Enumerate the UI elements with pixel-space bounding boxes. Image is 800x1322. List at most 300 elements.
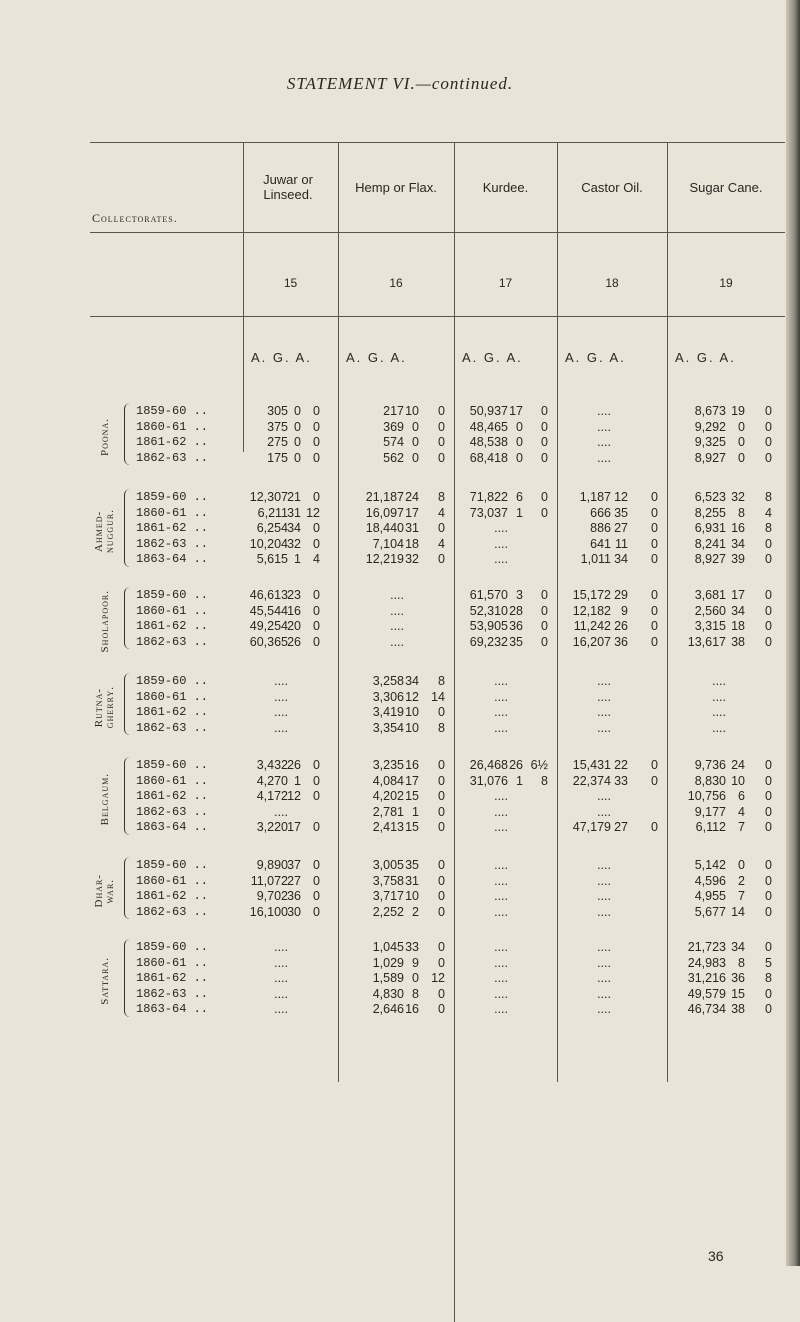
cell-value: 3,005 <box>372 858 404 872</box>
cell-value: 73,037 <box>469 505 508 520</box>
column-number: 15 <box>283 276 298 290</box>
cell-sub-value: 36 <box>287 889 301 904</box>
year-label: 1859-60 .. <box>136 858 209 872</box>
year-label: 1863-64 .. <box>136 552 209 567</box>
cell-sub-value: 6½ <box>530 758 548 772</box>
year-label: 1862-63 .. <box>136 720 209 735</box>
cell-sub-value: 1 <box>294 773 301 788</box>
year-label: 1861-62 .. <box>136 889 209 904</box>
cell-sub-value: 12 <box>306 505 320 520</box>
cell-sub-value: 27 <box>287 873 301 888</box>
cell-value: 49,254 <box>249 619 288 634</box>
cell-value: .... <box>597 971 611 986</box>
cell-value: 375 <box>267 419 288 434</box>
cell-sub-value: 12 <box>614 490 628 504</box>
cell-sub-value: 0 <box>438 940 445 954</box>
cell-value: 8,255 <box>694 505 726 520</box>
year-label: 1859-60 .. <box>136 758 209 772</box>
cell-value: 16,100 <box>249 904 288 919</box>
column-header: Kurdee. <box>482 180 529 195</box>
cell-sub-value: 0 <box>738 435 745 450</box>
cell-value: 562 <box>383 450 404 465</box>
cell-sub-value: 0 <box>438 419 445 434</box>
cell-value: 2,252 <box>372 904 404 919</box>
cell-value: 4,270 <box>256 773 288 788</box>
cell-sub-value: 32 <box>287 536 301 551</box>
cell-value: 6,931 <box>694 521 726 536</box>
cell-value: 175 <box>267 450 288 465</box>
cell-value: 6,254 <box>256 521 288 536</box>
cell-sub-value: 0 <box>313 889 320 904</box>
cell-sub-value: 0 <box>541 490 548 504</box>
cell-sub-value: 8 <box>438 720 445 735</box>
cell-value: 6,112 <box>695 820 726 835</box>
cell-value: 52,310 <box>469 603 508 618</box>
cell-sub-value: 0 <box>313 603 320 618</box>
cell-sub-value: 0 <box>765 773 772 788</box>
table-top-rule <box>90 142 785 143</box>
cell-sub-value: 0 <box>651 505 658 520</box>
cell-sub-value: 0 <box>765 404 772 418</box>
cell-sub-value: 16 <box>405 758 419 772</box>
cell-sub-value: 20 <box>287 619 301 634</box>
column-number: 18 <box>605 276 619 290</box>
column-header: Sugar Cane. <box>689 180 763 195</box>
cell-sub-value: 34 <box>614 552 628 567</box>
cell-value: 2,413 <box>372 820 404 835</box>
page-number: 36 <box>708 1248 724 1264</box>
cell-sub-value: 0 <box>313 873 320 888</box>
year-label: 1862-63 .. <box>136 536 209 551</box>
cell-sub-value: 24 <box>731 758 745 772</box>
column-divider <box>454 742 455 1232</box>
district-name <box>90 404 120 470</box>
cell-value: 4,084 <box>372 773 404 788</box>
cell-sub-value: 0 <box>313 490 320 504</box>
cell-sub-value: 10 <box>405 404 419 418</box>
cell-sub-value: 26 <box>287 634 301 649</box>
cell-sub-value: 0 <box>765 435 772 450</box>
cell-sub-value: 8 <box>438 674 445 688</box>
cell-value: 8,673 <box>694 404 726 418</box>
cell-sub-value: 0 <box>313 773 320 788</box>
cell-sub-value: 0 <box>541 588 548 602</box>
cell-sub-value: 0 <box>765 804 772 819</box>
cell-sub-value: 35 <box>614 505 628 520</box>
cell-sub-value: 0 <box>651 552 658 567</box>
cell-value: .... <box>597 955 611 970</box>
cell-value: .... <box>494 904 508 919</box>
cell-value: 4,596 <box>694 873 726 888</box>
cell-value: 3,419 <box>372 705 404 720</box>
cell-value: .... <box>712 705 726 720</box>
cell-sub-value: 0 <box>651 588 658 602</box>
cell-value: 305 <box>267 404 288 418</box>
cell-value: .... <box>494 940 508 954</box>
cell-sub-value: 0 <box>651 490 658 504</box>
cell-sub-value: 0 <box>765 419 772 434</box>
cell-sub-value: 6 <box>738 789 745 804</box>
cell-sub-value: 0 <box>516 419 523 434</box>
cell-sub-value: 15 <box>731 986 745 1001</box>
year-label: 1861-62 .. <box>136 435 209 450</box>
cell-value: 46,734 <box>687 1002 726 1017</box>
cell-value: .... <box>274 804 288 819</box>
cell-value: 22,374 <box>572 773 611 788</box>
cell-sub-value: 8 <box>738 955 745 970</box>
year-label: 1861-62 .. <box>136 789 209 804</box>
cell-sub-value: 3 <box>516 588 523 602</box>
cell-sub-value: 18 <box>405 536 419 551</box>
year-label: 1860-61 .. <box>136 955 209 970</box>
cell-value: .... <box>597 873 611 888</box>
collectorates-header: Collectorates. <box>92 211 178 225</box>
cell-sub-value: 0 <box>651 634 658 649</box>
cell-sub-value: 0 <box>541 619 548 634</box>
cell-sub-value: 39 <box>731 552 745 567</box>
cell-value: 16,207 <box>572 634 611 649</box>
column-header: Juwar or Linseed. <box>263 172 313 202</box>
cell-sub-value: 0 <box>313 435 320 450</box>
cell-sub-value: 0 <box>294 419 301 434</box>
column-header: Hemp or Flax. <box>355 180 437 195</box>
cell-sub-value: 0 <box>651 536 658 551</box>
cell-sub-value: 0 <box>438 705 445 720</box>
district-label: Sattara. <box>98 957 111 1005</box>
year-label: 1859-60 .. <box>136 490 209 504</box>
cell-value: 71,822 <box>469 490 508 504</box>
cell-sub-value: 11 <box>615 536 628 551</box>
cell-value: 47,179 <box>572 820 611 835</box>
cell-value: .... <box>597 986 611 1001</box>
cell-value: 6,211 <box>257 505 288 520</box>
cell-value: .... <box>494 955 508 970</box>
cell-value: 9,177 <box>694 804 726 819</box>
cell-value: .... <box>274 705 288 720</box>
cell-sub-value: 0 <box>438 521 445 536</box>
cell-sub-value: 34 <box>731 603 745 618</box>
cell-value: 4,955 <box>694 889 726 904</box>
cell-sub-value: 0 <box>294 450 301 465</box>
cell-value: 8,927 <box>694 450 726 465</box>
cell-value: .... <box>597 789 611 804</box>
cell-value: .... <box>494 789 508 804</box>
cell-value: .... <box>494 536 508 551</box>
cell-sub-value: 8 <box>541 773 548 788</box>
cell-sub-value: 36 <box>509 619 523 634</box>
cell-sub-value: 8 <box>412 986 419 1001</box>
cell-sub-value: 17 <box>405 773 419 788</box>
cell-value: 3,315 <box>694 619 726 634</box>
cell-value: 1,589 <box>372 971 404 986</box>
cell-value: .... <box>494 804 508 819</box>
year-label: 1861-62 .. <box>136 619 209 634</box>
cell-value: 21,187 <box>365 490 404 504</box>
cell-sub-value: 12 <box>431 971 445 986</box>
cell-sub-value: 7 <box>738 889 745 904</box>
cell-value: .... <box>597 720 611 735</box>
cell-sub-value: 0 <box>438 1002 445 1017</box>
cell-value: 666 <box>590 505 611 520</box>
cell-sub-value: 1 <box>516 505 523 520</box>
cell-sub-value: 26 <box>509 758 523 772</box>
cell-sub-value: 12 <box>287 789 301 804</box>
cell-value: .... <box>597 889 611 904</box>
cell-value: 8,927 <box>694 552 726 567</box>
cell-sub-value: 0 <box>438 820 445 835</box>
cell-sub-value: 34 <box>731 536 745 551</box>
cell-sub-value: 19 <box>731 404 745 418</box>
cell-sub-value: 0 <box>313 634 320 649</box>
cell-sub-value: 17 <box>287 820 301 835</box>
cell-sub-value: 0 <box>438 552 445 567</box>
cell-value: 8,830 <box>694 773 726 788</box>
cell-sub-value: 0 <box>738 450 745 465</box>
cell-sub-value: 0 <box>541 603 548 618</box>
cell-value: 1,045 <box>372 940 404 954</box>
cell-sub-value: 16 <box>731 521 745 536</box>
cell-value: 69,232 <box>469 634 508 649</box>
cell-value: 9,702 <box>256 889 288 904</box>
cell-sub-value: 10 <box>731 773 745 788</box>
cell-sub-value: 34 <box>731 940 745 954</box>
column-header: Castor Oil. <box>581 180 643 195</box>
cell-sub-value: 37 <box>287 858 301 872</box>
cell-value: 1,029 <box>372 955 404 970</box>
unit-label: A. G. A. <box>462 350 523 365</box>
cell-sub-value: 0 <box>765 858 772 872</box>
unit-label: A. G. A. <box>346 350 407 365</box>
cell-sub-value: 0 <box>765 619 772 634</box>
cell-value: 217 <box>383 404 404 418</box>
cell-sub-value: 2 <box>738 873 745 888</box>
cell-sub-value: 4 <box>438 536 445 551</box>
cell-value: 18,440 <box>365 521 404 536</box>
cell-value: 3,258 <box>372 674 404 688</box>
cell-sub-value: 0 <box>765 450 772 465</box>
cell-sub-value: 0 <box>651 603 658 618</box>
cell-sub-value: 17 <box>509 404 523 418</box>
cell-value: .... <box>274 986 288 1001</box>
cell-sub-value: 0 <box>738 858 745 872</box>
cell-sub-value: 8 <box>738 505 745 520</box>
unit-label: A. G. A. <box>565 350 626 365</box>
cell-value: .... <box>274 689 288 704</box>
cell-value: .... <box>494 552 508 567</box>
cell-value: .... <box>494 889 508 904</box>
cell-sub-value: 0 <box>294 404 301 418</box>
cell-sub-value: 0 <box>765 889 772 904</box>
cell-sub-value: 33 <box>405 940 419 954</box>
cell-value: 1,011 <box>580 552 611 567</box>
cell-sub-value: 0 <box>313 758 320 772</box>
cell-value: 21,723 <box>687 940 726 954</box>
cell-sub-value: 0 <box>516 435 523 450</box>
cell-sub-value: 5 <box>765 955 772 970</box>
cell-sub-value: 34 <box>287 521 301 536</box>
cell-sub-value: 35 <box>509 634 523 649</box>
cell-sub-value: 0 <box>412 450 419 465</box>
cell-sub-value: 31 <box>405 873 419 888</box>
cell-value: .... <box>274 674 288 688</box>
district-name <box>90 588 120 654</box>
cell-value: .... <box>274 720 288 735</box>
cell-value: 49,579 <box>687 986 726 1001</box>
year-label: 1861-62 .. <box>136 971 209 986</box>
cell-sub-value: 31 <box>287 505 301 520</box>
cell-value: 4,202 <box>372 789 404 804</box>
cell-sub-value: 0 <box>438 804 445 819</box>
cell-value: 1,187 <box>579 490 611 504</box>
cell-sub-value: 27 <box>614 521 628 536</box>
cell-sub-value: 24 <box>405 490 419 504</box>
cell-sub-value: 0 <box>313 789 320 804</box>
cell-value: .... <box>494 689 508 704</box>
cell-value: 31,216 <box>687 971 726 986</box>
district-name <box>90 490 120 572</box>
cell-value: 4,172 <box>256 789 288 804</box>
cell-sub-value: 0 <box>651 521 658 536</box>
year-label: 1862-63 .. <box>136 986 209 1001</box>
district-name <box>90 858 120 924</box>
cell-sub-value: 8 <box>765 521 772 536</box>
cell-sub-value: 0 <box>541 450 548 465</box>
cell-sub-value: 0 <box>541 634 548 649</box>
cell-value: .... <box>597 804 611 819</box>
cell-sub-value: 32 <box>405 552 419 567</box>
year-label: 1860-61 .. <box>136 873 209 888</box>
cell-sub-value: 10 <box>405 705 419 720</box>
cell-sub-value: 28 <box>509 603 523 618</box>
cell-value: .... <box>390 619 404 634</box>
cell-value: .... <box>597 1002 611 1017</box>
cell-value: .... <box>274 955 288 970</box>
year-label: 1863-64 .. <box>136 1002 209 1017</box>
cell-value: .... <box>494 873 508 888</box>
cell-sub-value: 0 <box>313 619 320 634</box>
year-label: 1861-62 .. <box>136 521 209 536</box>
year-label: 1860-61 .. <box>136 603 209 618</box>
district-label: Sholapoor. <box>98 589 111 653</box>
cell-sub-value: 0 <box>313 419 320 434</box>
cell-value: 15,431 <box>572 758 611 772</box>
cell-sub-value: 0 <box>412 419 419 434</box>
year-label: 1860-61 .. <box>136 773 209 788</box>
cell-value: .... <box>597 689 611 704</box>
cell-sub-value: 22 <box>614 758 628 772</box>
cell-value: 11,072 <box>250 873 288 888</box>
cell-sub-value: 0 <box>438 450 445 465</box>
cell-value: .... <box>712 689 726 704</box>
cell-sub-value: 34 <box>405 674 419 688</box>
cell-sub-value: 30 <box>287 904 301 919</box>
cell-value: .... <box>494 820 508 835</box>
cell-sub-value: 10 <box>405 889 419 904</box>
cell-sub-value: 0 <box>765 603 772 618</box>
cell-value: 3,220 <box>256 820 288 835</box>
cell-sub-value: 35 <box>405 858 419 872</box>
cell-sub-value: 8 <box>438 490 445 504</box>
cell-value: .... <box>390 603 404 618</box>
cell-value: 53,905 <box>469 619 508 634</box>
cell-sub-value: 0 <box>541 435 548 450</box>
cell-sub-value: 0 <box>651 773 658 788</box>
cell-sub-value: 0 <box>765 758 772 772</box>
cell-sub-value: 0 <box>765 789 772 804</box>
cell-value: .... <box>274 971 288 986</box>
cell-value: .... <box>597 450 611 465</box>
cell-value: 9,292 <box>694 419 726 434</box>
cell-sub-value: 17 <box>405 505 419 520</box>
cell-sub-value: 0 <box>651 820 658 835</box>
cell-value: 5,677 <box>694 904 726 919</box>
district-label: Dhar- war. <box>93 874 116 908</box>
column-number: 16 <box>389 276 403 290</box>
cell-value: .... <box>597 858 611 872</box>
colnum-rule <box>90 316 785 317</box>
page-title: STATEMENT VI.—continued. <box>286 74 514 93</box>
cell-sub-value: 16 <box>287 603 301 618</box>
year-label: 1859-60 .. <box>136 940 209 954</box>
cell-value: 3,306 <box>372 689 404 704</box>
cell-sub-value: 6 <box>516 490 523 504</box>
cell-sub-value: 0 <box>313 450 320 465</box>
cell-value: 4,830 <box>372 986 404 1001</box>
unit-label: A. G. A. <box>251 350 312 365</box>
cell-sub-value: 0 <box>313 588 320 602</box>
cell-sub-value: 4 <box>765 505 772 520</box>
cell-value: 50,937 <box>469 404 508 418</box>
cell-value: 3,432 <box>256 758 288 772</box>
cell-value: .... <box>597 419 611 434</box>
cell-sub-value: 0 <box>438 404 445 418</box>
cell-value: 26,468 <box>469 758 508 772</box>
cell-value: 8,241 <box>694 536 726 551</box>
cell-sub-value: 0 <box>313 536 320 551</box>
cell-sub-value: 0 <box>516 450 523 465</box>
cell-sub-value: 26 <box>287 758 301 772</box>
district-label: Rutna- gherry. <box>93 686 116 729</box>
cell-value: 45,544 <box>249 603 288 618</box>
cell-sub-value: 8 <box>765 490 772 504</box>
year-label: 1859-60 .. <box>136 674 209 688</box>
cell-sub-value: 1 <box>294 552 301 567</box>
cell-sub-value: 14 <box>431 689 445 704</box>
cell-value: 3,717 <box>372 889 404 904</box>
column-number: 17 <box>498 276 513 290</box>
cell-value: .... <box>597 940 611 954</box>
cell-sub-value: 33 <box>614 773 628 788</box>
district-name <box>90 758 120 840</box>
cell-value: 24,983 <box>687 955 726 970</box>
cell-sub-value: 16 <box>405 1002 419 1017</box>
column-divider <box>454 142 455 742</box>
cell-sub-value: 17 <box>731 588 745 602</box>
header-rule <box>90 232 785 233</box>
cell-value: 5,615 <box>256 552 288 567</box>
year-label: 1859-60 .. <box>136 404 209 418</box>
cell-sub-value: 36 <box>614 634 628 649</box>
cell-sub-value: 0 <box>438 986 445 1001</box>
cell-sub-value: 0 <box>438 773 445 788</box>
year-label: 1860-61 .. <box>136 505 209 520</box>
cell-value: .... <box>597 904 611 919</box>
cell-sub-value: 0 <box>651 619 658 634</box>
cell-value: .... <box>494 674 508 688</box>
cell-sub-value: 10 <box>405 720 419 735</box>
year-label: 1862-63 .. <box>136 904 209 919</box>
cell-sub-value: 14 <box>731 904 745 919</box>
